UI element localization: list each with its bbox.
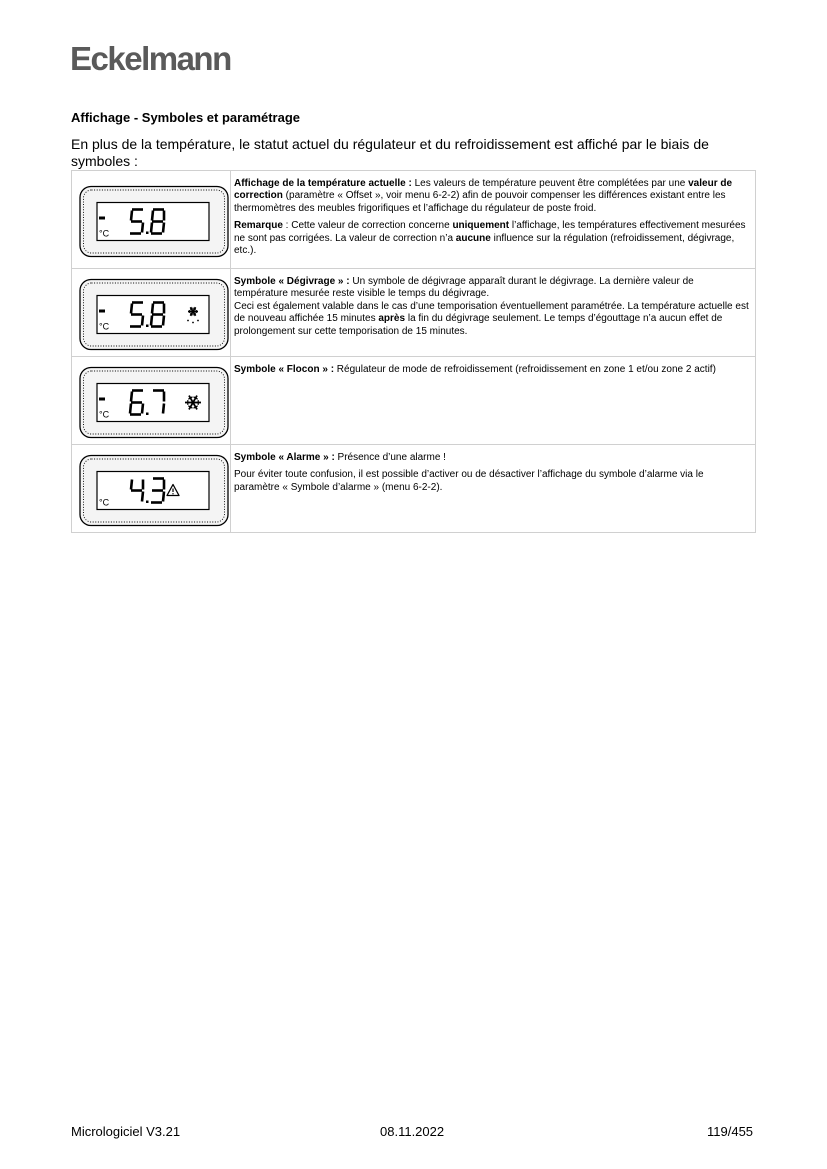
lcd-display-image [72,171,230,268]
footer-firmware: Micrologiciel V3.21 [71,1124,181,1139]
text-segment: la fin du dégivrage seulement. Le temps d’égouttage n’a aucun effet de prolongement sur cette temporisation de 15 minutes. [234,313,723,337]
lcd-digit-segment [142,404,143,414]
lcd-display-image [72,269,230,356]
bold-text-segment: Remarque [234,220,283,232]
lcd-group [80,187,228,257]
brand-logo: Eckelmann [70,40,231,77]
lcd-digit-segment [130,404,131,414]
decimal-point [146,501,149,504]
display-cell [72,357,231,445]
text-segment: l’affichage, les températures effectivement mesurées ne sont pas corrigées. La valeur de correction n’a [234,220,746,244]
text-segment: Un symbole de dégivrage apparaît durant le dégivrage. La dernière valeur de température mesurée reste visible le temps du dégivrage. [234,276,694,300]
bold-text-segment: Symbole « Alarme » : [234,452,335,463]
table-row [72,357,756,445]
description-paragraph [234,178,749,215]
text-segment: Ceci est également valable dans le cas d’une temporisation éventuellement paramétrée. La température actuelle est de nouveau affichée 15 minutes [234,300,749,325]
lcd-digit-segment [151,316,152,326]
table-row [72,269,756,357]
footer-page-number: 119/455 [707,1124,754,1139]
text-segment: (paramètre « Offset », voir menu 6-2-2) afin de pouvoir compenser les différences existant entre les thermomètres des meubles frigorifiques et l’affichage du régulateur de poste froid. [234,190,726,214]
lcd-digit-segment [131,304,132,314]
minus-indicator [99,398,105,401]
decimal-point [146,232,149,235]
lcd-group [80,280,228,350]
lcd-group [80,456,228,526]
symbols-table [71,170,756,533]
bold-text-segment: valeur de correction [234,178,733,202]
alarm-dot [172,493,173,494]
description-cell [231,357,756,445]
unit-label: °C [99,228,110,239]
minus-indicator [99,310,105,313]
text-segment: Régulateur de mode de refroidissement (refroidissement en zone 1 et/ou zone 2 actif) [334,364,716,375]
lcd-group [80,368,228,438]
minus-indicator [99,217,105,220]
defrost-drop [192,322,194,324]
text-segment: Pour éviter toute confusion, il est possible d’activer ou de désactiver l’affichage du symbole d’alarme via le paramètre « Symbole d’alarme » (menu 6-2-2). [234,469,704,493]
section-intro: En plus de la température, le statut actuel du régulateur et du refroidissement est affiché par le biais de symboles : [71,136,709,169]
description-paragraph [234,364,749,376]
defrost-drop [197,320,199,322]
text-segment: Les valeurs de température peuvent être complétées par une [411,178,689,189]
bold-text-segment: uniquement [452,220,510,232]
lcd-display-image [72,357,230,444]
lcd-digit-segment [142,316,143,326]
description-paragraph [234,276,749,301]
decimal-point [146,413,149,416]
lcd-digit-segment [163,223,164,233]
bold-text-segment: aucune [455,232,491,244]
unit-label: °C [99,321,110,332]
description-paragraph [234,452,749,464]
lcd-digit-segment [163,316,164,326]
bold-text-segment: après [378,313,406,325]
text-segment: : Cette valeur de correction concerne [282,220,453,232]
unit-label: °C [99,409,110,420]
lcd-digit-segment [163,492,164,502]
bold-text-segment: Symbole « Flocon » : [234,364,335,375]
table-row [72,445,756,533]
lcd-digit-segment [131,211,132,221]
description-cell [231,171,756,269]
defrost-drop [187,320,189,322]
lcd-display-image [72,445,230,532]
lcd-digit-segment [152,211,153,221]
table-row [72,171,756,269]
bold-text-segment: Affichage de la température actuelle : [234,178,412,189]
display-cell [72,171,231,269]
remark-paragraph [234,220,749,257]
section-title: Affichage - Symboles et paramétrage [71,110,301,125]
description-cell [231,269,756,357]
lcd-digit-segment [163,404,164,414]
description-cell [231,445,756,533]
lcd-digit-segment [151,223,152,233]
lcd-digit-segment [142,492,143,502]
display-cell [72,445,231,533]
decimal-point [146,325,149,328]
display-cell [72,269,231,357]
footer-date: 08.11.2022 [380,1124,445,1139]
text-segment: influence sur la régulation (refroidissement, dégivrage, etc.). [234,232,735,257]
unit-label: °C [99,497,110,508]
lcd-digit-segment [152,304,153,314]
description-paragraph-2 [234,469,749,494]
lcd-digit-segment [131,392,132,402]
text-segment: Présence d’une alarme ! [334,452,446,463]
lcd-digit-segment [131,480,132,490]
description-paragraph-continued [234,301,749,338]
bold-text-segment: Symbole « Dégivrage » : [234,276,350,287]
lcd-digit-segment [142,223,143,233]
